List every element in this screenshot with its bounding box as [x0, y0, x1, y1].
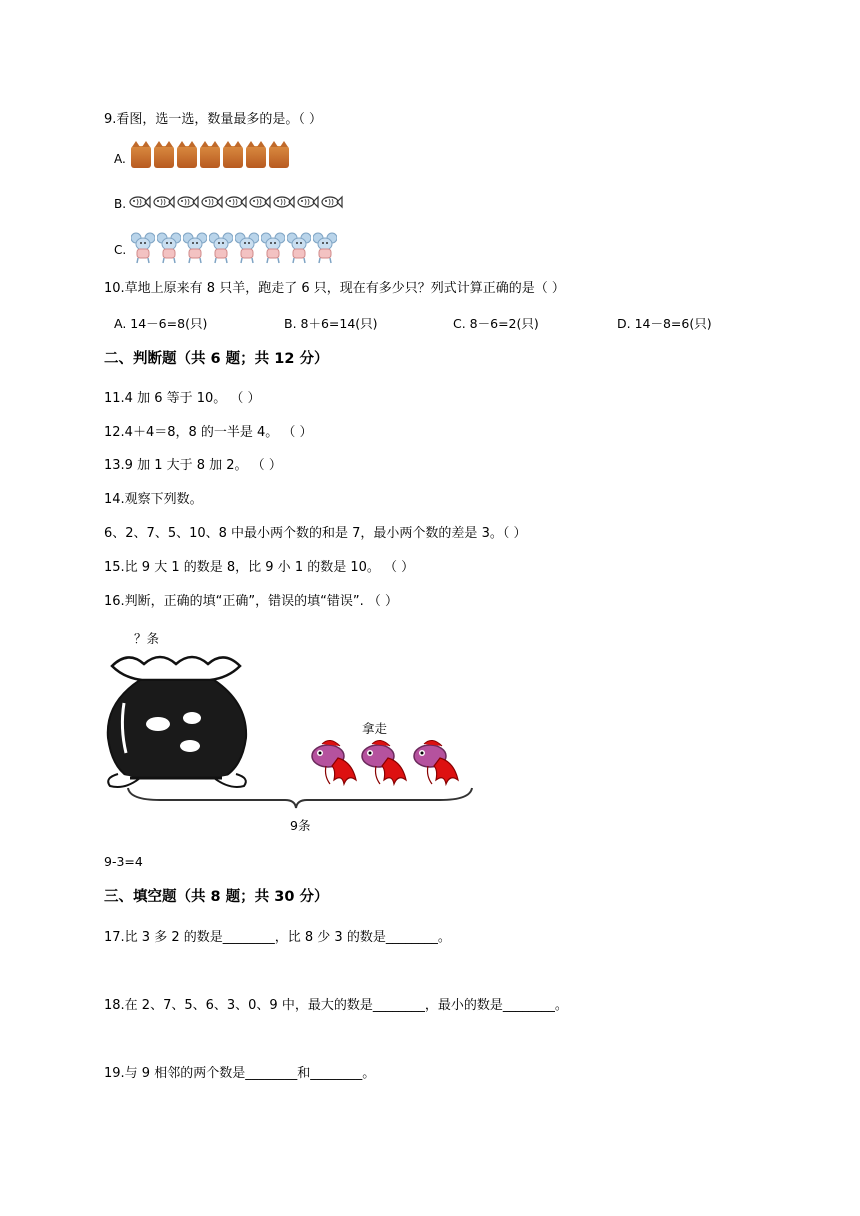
question-18: 18.在 2、7、5、6、3、0、9 中，最大的数是________，最小的数是________。: [104, 998, 568, 1013]
fish-icon: [153, 195, 175, 209]
cat-icon: [246, 146, 266, 168]
question-10-stem: 10.草地上原来有 8 只羊，跑走了 6 只，现在有多少只？列式计算正确的是（ ）: [104, 281, 565, 296]
question-11: 11.4 加 6 等于 10。 （ ）: [104, 391, 261, 406]
cat-icon: [154, 146, 174, 168]
fish-icon: [321, 195, 343, 209]
question-14: 14.观察下列数。: [104, 492, 203, 507]
fish-icon: [225, 195, 247, 209]
q9-option-b-label: B.: [114, 197, 127, 211]
cat-icon: [200, 146, 220, 168]
mouse-icon: [261, 231, 285, 265]
fig-total-label: 9条: [290, 818, 311, 833]
question-16: 16.判断，正确的填“正确”，错误的填“错误”. （ ）: [104, 594, 399, 609]
section-2-title: 二、判断题（共 6 题；共 12 分）: [104, 351, 329, 367]
q10-choice-b: B. 8＋6=14(只): [284, 316, 378, 331]
question-14-detail: 6、2、7、5、10、8 中最小两个数的和是 7，最小两个数的差是 3。（ ）: [104, 526, 527, 541]
q9-option-c-mice: [131, 231, 337, 265]
fish-icon: [129, 195, 151, 209]
section-3-title: 三、填空题（共 8 题；共 30 分）: [104, 889, 329, 905]
q10-choice-a: A. 14－6=8(只): [114, 316, 208, 331]
fig-question-label: ？条: [134, 631, 160, 646]
red-fish-group: [312, 740, 458, 784]
mouse-icon: [313, 231, 337, 265]
mouse-icon: [235, 231, 259, 265]
cat-icon: [177, 146, 197, 168]
mouse-icon: [287, 231, 311, 265]
q9-option-a-cats: [131, 146, 289, 168]
fish-icon: [273, 195, 295, 209]
cat-icon: [269, 146, 289, 168]
mouse-icon: [131, 231, 155, 265]
question-13: 13.9 加 1 大于 8 加 2。 （ ）: [104, 458, 282, 473]
fish-icon: [249, 195, 271, 209]
fish-icon: [297, 195, 319, 209]
cat-icon: [223, 146, 243, 168]
mouse-icon: [183, 231, 207, 265]
q9-option-c-label: C.: [114, 243, 127, 257]
fishbowl-icon: [108, 657, 246, 787]
question-9-stem: 9.看图，选一选，数量最多的是。（ ）: [104, 112, 323, 127]
q9-option-b-fish: [129, 195, 343, 209]
mouse-icon: [209, 231, 233, 265]
q10-choice-c: C. 8－6=2(只): [453, 316, 539, 331]
fish-icon: [201, 195, 223, 209]
mouse-icon: [157, 231, 181, 265]
total-brace: [128, 788, 472, 808]
fish-icon: [177, 195, 199, 209]
fishbowl-figure: [100, 628, 480, 838]
q10-choice-d: D. 14－8=6(只): [617, 316, 712, 331]
fig-taken-label: 拿走: [362, 721, 388, 736]
question-15: 15.比 9 大 1 的数是 8，比 9 小 1 的数是 10。 （ ）: [104, 560, 415, 575]
q9-option-a-label: A.: [114, 152, 126, 166]
red-fish-icon: [414, 740, 458, 784]
question-12: 12.4＋4＝8，8 的一半是 4。 （ ）: [104, 425, 313, 440]
red-fish-icon: [362, 740, 406, 784]
cat-icon: [131, 146, 151, 168]
question-19: 19.与 9 相邻的两个数是________和________。: [104, 1066, 376, 1081]
red-fish-icon: [312, 740, 356, 784]
fig-equation: 9-3=4: [104, 854, 143, 869]
question-17: 17.比 3 多 2 的数是________，比 8 少 3 的数是________。: [104, 930, 451, 945]
